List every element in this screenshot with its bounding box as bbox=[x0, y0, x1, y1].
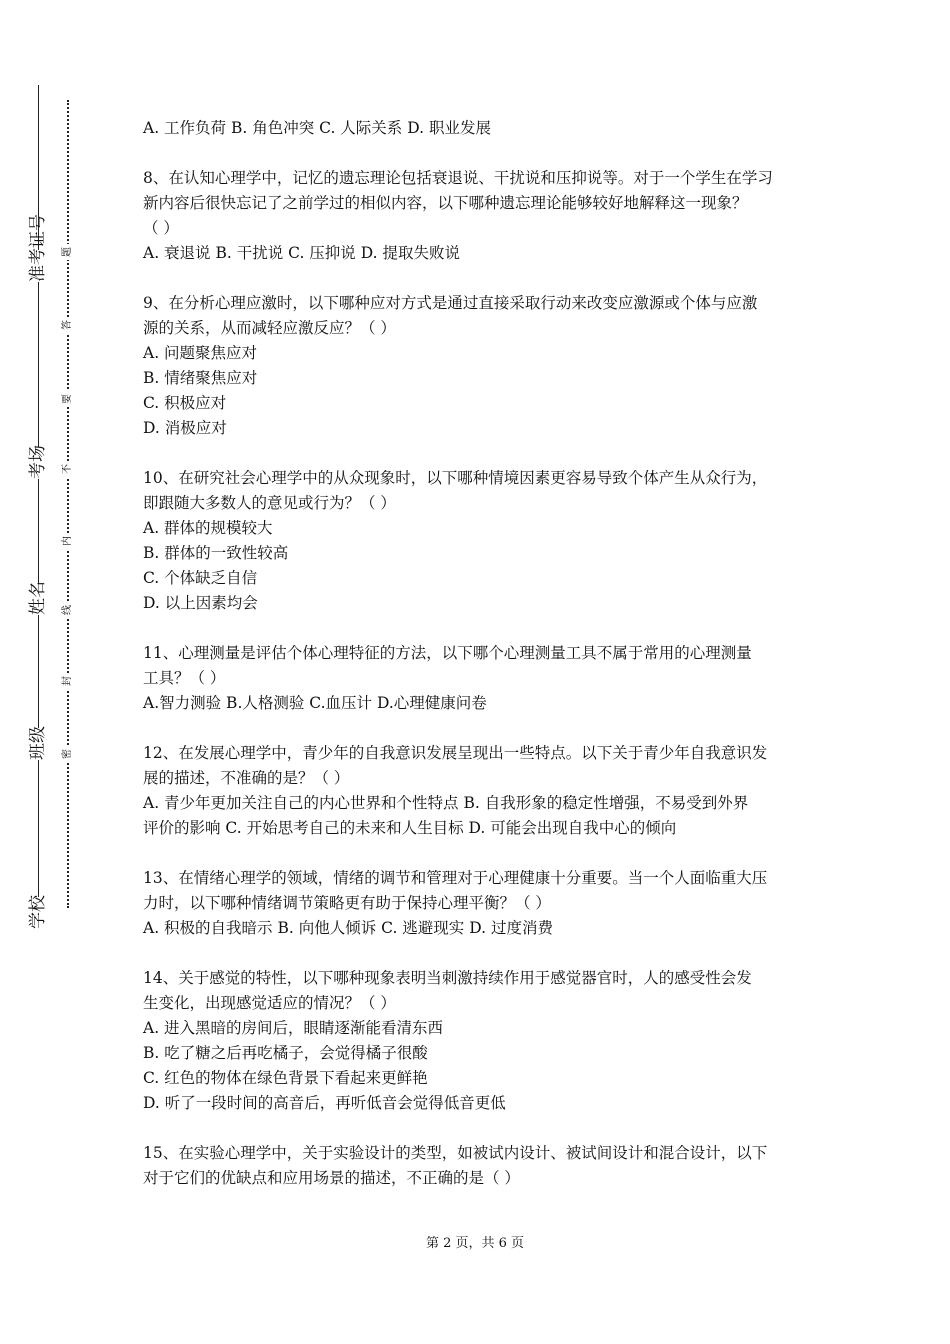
question-line: 11、心理测量是评估个体心理特征的方法，以下哪个心理测量工具不属于常用的心理测量 bbox=[143, 644, 752, 662]
question-line: 展的描述，不准确的是？（ ） bbox=[143, 769, 350, 787]
question-line: A. 青少年更加关注自己的内心世界和个性特点 B. 自我形象的稳定性增强，不易受到外界 bbox=[143, 794, 749, 812]
question-line: 13、在情绪心理学的领域，情绪的调节和管理对于心理健康十分重要。当一个人面临重大压 bbox=[143, 869, 768, 887]
question-line: 12、在发展心理学中，青少年的自我意识发展呈现出一些特点。以下关于青少年自我意识发 bbox=[143, 744, 768, 762]
question-line: C. 红色的物体在绿色背景下看起来更鲜艳 bbox=[143, 1069, 428, 1087]
seal-char: 答 bbox=[61, 317, 75, 333]
seal-char: 要 bbox=[61, 391, 75, 407]
page-number: 第 2 页，共 6 页 bbox=[425, 1236, 525, 1251]
question-line: 工具？（ ） bbox=[143, 669, 226, 687]
question-line: C. 积极应对 bbox=[143, 394, 227, 412]
question-line: 8、在认知心理学中，记忆的遗忘理论包括衰退说、干扰说和压抑说等。对于一个学生在学习 bbox=[143, 169, 773, 187]
binding-solid-line bbox=[38, 85, 39, 925]
seal-char: 封 bbox=[61, 673, 75, 689]
question-line: 生变化，出现感觉适应的情况？（ ） bbox=[143, 994, 396, 1012]
question-line: A. 工作负荷 B. 角色冲突 C. 人际关系 D. 职业发展 bbox=[143, 119, 491, 137]
question-line: 即跟随大多数人的意见或行为？（ ） bbox=[143, 494, 396, 512]
binding-margin bbox=[0, 0, 110, 1344]
question-block bbox=[143, 1141, 813, 1191]
question-line: 力时，以下哪种情绪调节策略更有助于保持心理平衡？（ ） bbox=[143, 894, 551, 912]
question-line: B. 群体的一致性较高 bbox=[143, 544, 289, 562]
question-line: A. 积极的自我暗示 B. 向他人倾诉 C. 逃避现实 D. 过度消费 bbox=[143, 919, 553, 937]
question-line: 源的关系，从而减轻应激反应？（ ） bbox=[143, 319, 396, 337]
seal-char: 密 bbox=[61, 746, 75, 762]
question-line: A. 进入黑暗的房间后，眼睛逐渐能看清东西 bbox=[143, 1019, 444, 1037]
question-line: （ ） bbox=[143, 219, 179, 237]
question-block bbox=[143, 741, 813, 841]
question-block bbox=[143, 466, 813, 616]
question-line: 15、在实验心理学中，关于实验设计的类型，如被试内设计、被试间设计和混合设计，以下 bbox=[143, 1144, 768, 1162]
seal-char: 线 bbox=[61, 602, 75, 618]
question-block bbox=[143, 116, 813, 141]
exam-room-label: 考场 bbox=[22, 447, 54, 479]
question-line: A.智力测验 B.人格测验 C.血压计 D.心理健康问卷 bbox=[143, 694, 487, 712]
question-line: 新内容后很快忘记了之前学过的相似内容，以下哪种遗忘理论能够较好地解释这一现象？ bbox=[143, 194, 748, 212]
question-block bbox=[143, 166, 813, 266]
question-line: D. 以上因素均会 bbox=[143, 594, 258, 612]
question-line: B. 吃了糖之后再吃橘子，会觉得橘子很酸 bbox=[143, 1044, 428, 1062]
question-list bbox=[143, 116, 813, 1216]
school-label: 学校 bbox=[22, 897, 54, 929]
question-block bbox=[143, 866, 813, 941]
seal-char: 内 bbox=[61, 533, 75, 549]
question-line: 对于它们的优缺点和应用场景的描述，不正确的是（ ） bbox=[143, 1169, 520, 1187]
question-line: D. 消极应对 bbox=[143, 419, 227, 437]
seal-char: 不 bbox=[61, 461, 75, 477]
question-line: 评价的影响 C. 开始思考自己的未来和人生目标 D. 可能会出现自我中心的倾向 bbox=[143, 819, 677, 837]
question-line: A. 群体的规模较大 bbox=[143, 519, 273, 537]
class-label: 班级 bbox=[22, 728, 54, 760]
seal-dotted-line bbox=[67, 100, 69, 908]
name-label: 姓名 bbox=[22, 583, 54, 615]
question-line: 9、在分析心理应激时，以下哪种应对方式是通过直接采取行动来改变应激源或个体与应激 bbox=[143, 294, 758, 312]
question-block bbox=[143, 291, 813, 441]
question-line: B. 情绪聚焦应对 bbox=[143, 369, 258, 387]
question-block bbox=[143, 966, 813, 1116]
question-line: A. 问题聚焦应对 bbox=[143, 344, 258, 362]
question-block bbox=[143, 641, 813, 716]
question-line: A. 衰退说 B. 干扰说 C. 压抑说 D. 提取失败说 bbox=[143, 244, 460, 262]
question-line: C. 个体缺乏自信 bbox=[143, 569, 258, 587]
question-line: 14、关于感觉的特性，以下哪种现象表明当刺激持续作用于感觉器官时，人的感受性会发 bbox=[143, 969, 752, 987]
question-line: D. 听了一段时间的高音后，再听低音会觉得低音更低 bbox=[143, 1094, 506, 1112]
question-line: 10、在研究社会心理学中的从众现象时，以下哪种情境因素更容易导致个体产生从众行为， bbox=[143, 469, 768, 487]
exam-number-label: 准考证号 bbox=[22, 250, 54, 282]
seal-char: 题 bbox=[61, 244, 75, 260]
